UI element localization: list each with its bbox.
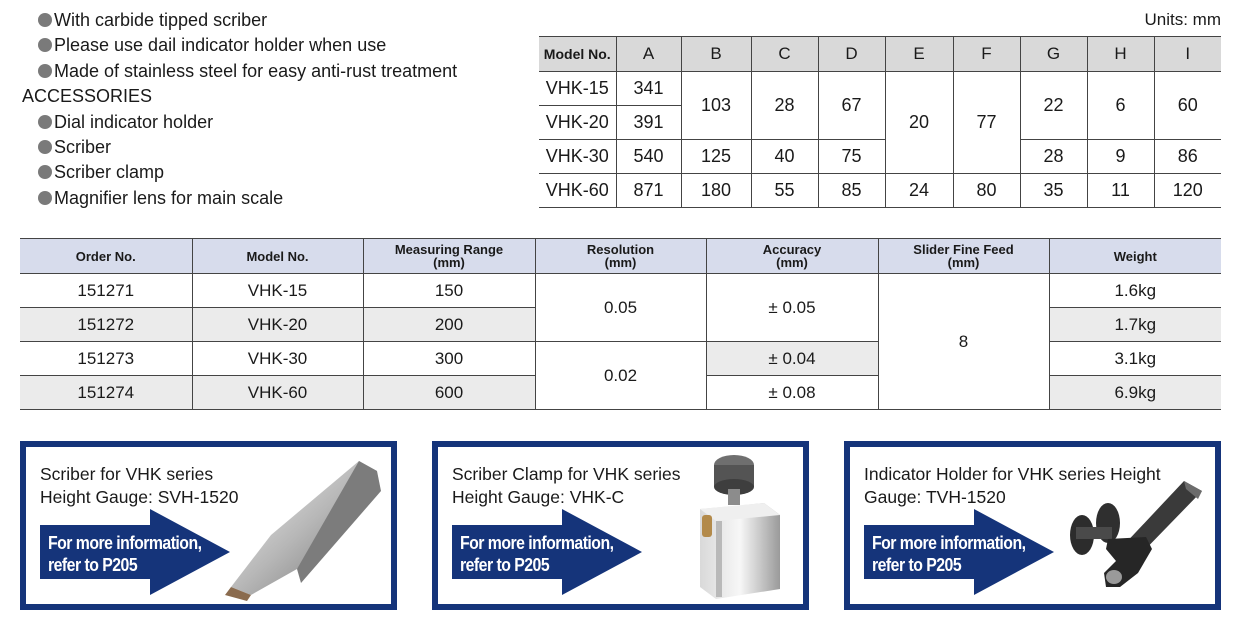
cell-resolution: 0.02 — [535, 342, 706, 410]
card-title-line: Indicator Holder for VHK series Height — [864, 464, 1161, 484]
card-title-line: Gauge: TVH-1520 — [864, 487, 1006, 507]
table-row — [20, 274, 1221, 308]
cell-resolution: 0.05 — [535, 274, 706, 342]
col-header-fine-feed — [878, 239, 1049, 274]
cell-accuracy: ± 0.04 — [706, 342, 878, 376]
col-header-g: G — [1020, 37, 1087, 72]
more-info-line: For more information, — [872, 533, 1026, 553]
indicator-holder-card[interactable] — [844, 441, 1221, 610]
cell-h: 9 — [1087, 140, 1154, 174]
cell-fine-feed: 8 — [878, 274, 1049, 410]
cell-weight: 1.6kg — [1049, 274, 1221, 308]
card-title — [40, 463, 238, 509]
col-header-range — [363, 239, 535, 274]
card-body — [850, 447, 1215, 604]
col-header-c: C — [751, 37, 818, 72]
cell-h: 11 — [1087, 174, 1154, 208]
cell-model: VHK-20 — [539, 106, 616, 140]
bullet-icon — [38, 13, 52, 27]
card-title-line: Scriber for VHK series — [40, 464, 214, 484]
bullet-icon — [38, 140, 52, 154]
more-info-line: refer to P205 — [48, 555, 138, 575]
card-title — [452, 463, 681, 509]
header-line: Accuracy — [762, 242, 822, 257]
col-header-i: I — [1154, 37, 1221, 72]
bullet-icon — [38, 64, 52, 78]
cell-c: 40 — [751, 140, 818, 174]
feature-text: With carbide tipped scriber — [54, 10, 268, 30]
header-line: (mm) — [604, 255, 637, 270]
cell-b: 125 — [681, 140, 751, 174]
cell-g: 28 — [1020, 140, 1087, 174]
cell-model: VHK-30 — [192, 342, 363, 376]
cell-g: 35 — [1020, 174, 1087, 208]
card-body — [26, 447, 391, 604]
dimension-table — [539, 36, 1221, 208]
feature-text: Please use dail indicator holder when use — [54, 35, 387, 56]
cell-model: VHK-60 — [192, 376, 363, 410]
scriber-card[interactable] — [20, 441, 397, 610]
cell-order: 151273 — [20, 342, 192, 376]
card-title-line: Height Gauge: SVH-1520 — [40, 487, 239, 507]
cell-c: 28 — [751, 72, 818, 140]
cell-order: 151271 — [20, 274, 192, 308]
col-header-d: D — [818, 37, 885, 72]
more-info-link[interactable] — [460, 532, 613, 576]
cell-d: 67 — [818, 72, 885, 140]
col-header-e: E — [885, 37, 953, 72]
cell-e: 20 — [885, 72, 953, 174]
card-title-line: Scriber Clamp for VHK series — [452, 464, 681, 484]
cell-range: 200 — [363, 308, 535, 342]
table-row — [539, 174, 1221, 208]
bullet-icon — [38, 115, 52, 129]
cell-weight: 1.7kg — [1049, 308, 1221, 342]
cell-accuracy: ± 0.05 — [706, 274, 878, 342]
accessory-text: Scriber — [54, 137, 112, 158]
order-header-row — [20, 239, 1221, 274]
cell-range: 150 — [363, 274, 535, 308]
cell-a: 540 — [616, 140, 681, 174]
accessory-item — [22, 135, 522, 160]
cell-i: 120 — [1154, 174, 1221, 208]
col-header-resolution — [535, 239, 706, 274]
cell-b: 180 — [681, 174, 751, 208]
header-line: Measuring Range — [394, 242, 504, 257]
more-info-line: For more information, — [48, 533, 202, 553]
card-title-line: Height Gauge: VHK-C — [452, 487, 625, 507]
cell-i: 60 — [1154, 72, 1221, 140]
cell-a: 871 — [616, 174, 681, 208]
feature-list — [22, 8, 522, 211]
cell-range: 600 — [363, 376, 535, 410]
units-label: Units: mm — [1144, 10, 1221, 29]
cell-e: 24 — [885, 174, 953, 208]
accessory-text: Magnifier lens for main scale — [54, 187, 284, 208]
more-info-line: refer to P205 — [872, 555, 962, 575]
cell-model: VHK-15 — [539, 72, 616, 106]
col-header-b: B — [681, 37, 751, 72]
header-line: (mm) — [776, 255, 808, 270]
feature-item — [22, 59, 522, 84]
feature-text: Made of stainless steel for easy anti-rust treatment — [54, 60, 458, 81]
cell-f: 80 — [953, 174, 1020, 208]
feature-item — [22, 33, 522, 58]
accessory-text: Scriber clamp — [54, 162, 165, 183]
cell-weight: 6.9kg — [1049, 376, 1221, 410]
col-header-weight: Weight — [1049, 239, 1221, 274]
cell-i: 86 — [1154, 140, 1221, 174]
col-header-f: F — [953, 37, 1020, 72]
cell-g: 22 — [1020, 72, 1087, 140]
feature-item — [22, 8, 522, 33]
cell-a: 341 — [616, 72, 681, 106]
scriber-clamp-image — [694, 453, 786, 601]
indicator-holder-image — [1046, 477, 1216, 599]
table-row — [539, 72, 1221, 106]
cell-model: VHK-60 — [539, 174, 616, 208]
cell-c: 55 — [751, 174, 818, 208]
cell-model: VHK-20 — [192, 308, 363, 342]
more-info-link[interactable] — [872, 532, 1025, 576]
cell-f: 77 — [953, 72, 1020, 174]
cell-model: VHK-30 — [539, 140, 616, 174]
col-header-a: A — [616, 37, 681, 72]
cell-order: 151274 — [20, 376, 192, 410]
cell-b: 103 — [681, 72, 751, 140]
col-header-order: Order No. — [20, 239, 192, 274]
cell-range: 300 — [363, 342, 535, 376]
bullet-icon — [38, 191, 52, 205]
cell-d: 85 — [818, 174, 885, 208]
table-row — [539, 140, 1221, 174]
scriber-image — [211, 457, 391, 603]
header-line: Slider Fine Feed — [913, 242, 1014, 257]
scriber-clamp-card[interactable] — [432, 441, 809, 610]
col-header-model: Model No. — [192, 239, 363, 274]
order-table — [20, 238, 1221, 410]
dimension-header-row — [539, 37, 1221, 72]
header-line: (mm) — [433, 255, 465, 270]
header-line: Resolution — [586, 242, 655, 257]
col-header-model: Model No. — [539, 37, 616, 72]
bullet-icon — [38, 38, 52, 52]
accessory-item — [22, 110, 522, 135]
accessories-heading: ACCESSORIES — [22, 86, 153, 107]
cell-d: 75 — [818, 140, 885, 174]
col-header-h: H — [1087, 37, 1154, 72]
more-info-line: refer to P205 — [460, 555, 550, 575]
accessory-text: Dial indicator holder — [54, 111, 214, 132]
cell-model: VHK-15 — [192, 274, 363, 308]
bullet-icon — [38, 165, 52, 179]
card-body — [438, 447, 803, 604]
accessory-item — [22, 186, 522, 211]
accessory-item — [22, 160, 522, 185]
cell-weight: 3.1kg — [1049, 342, 1221, 376]
col-header-accuracy — [706, 239, 878, 274]
cell-a: 391 — [616, 106, 681, 140]
cell-accuracy: ± 0.08 — [706, 376, 878, 410]
more-info-line: For more information, — [460, 533, 614, 553]
cell-h: 6 — [1087, 72, 1154, 140]
header-line: (mm) — [947, 255, 980, 270]
cell-order: 151272 — [20, 308, 192, 342]
more-info-link[interactable] — [48, 532, 201, 576]
